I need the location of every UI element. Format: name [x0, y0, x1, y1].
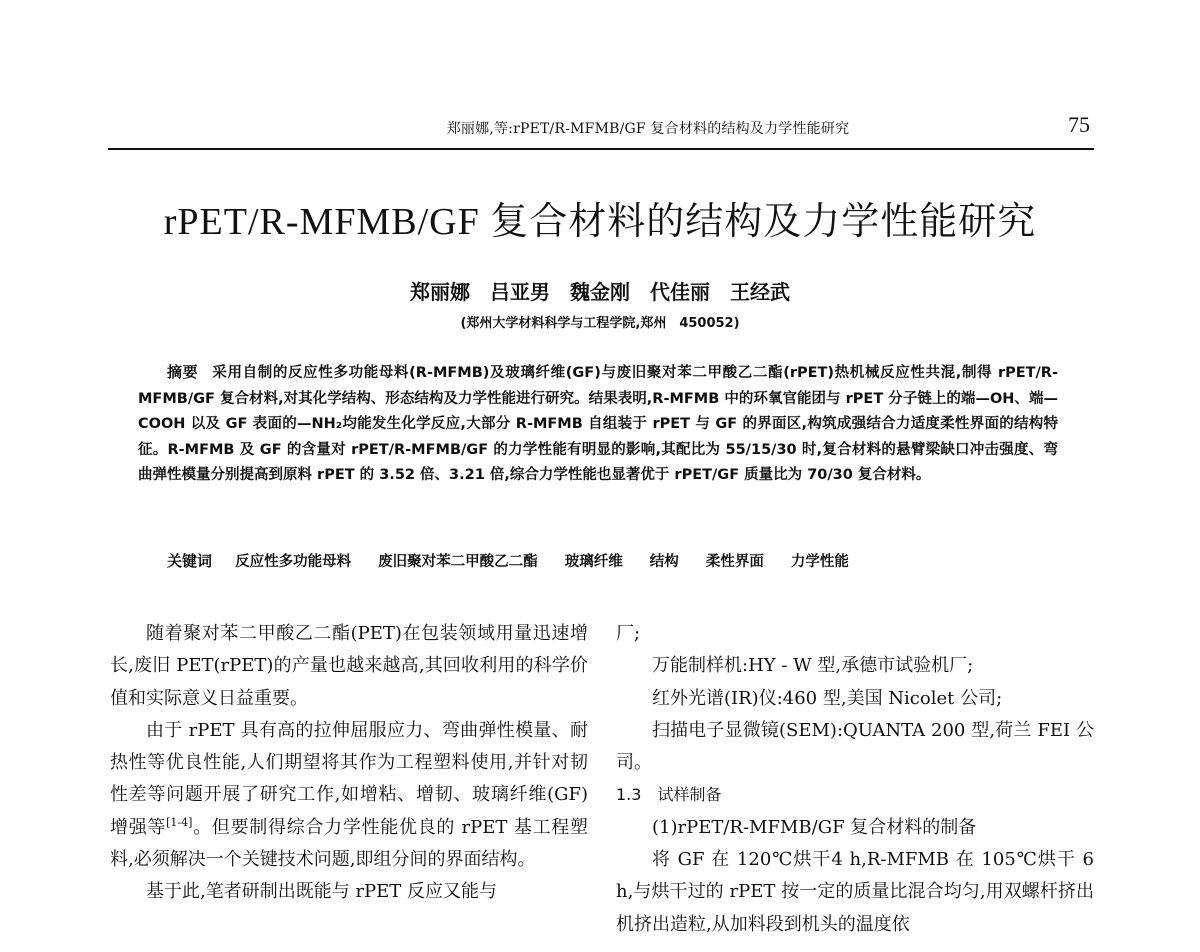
left-column — [110, 618, 588, 909]
keyword: 柔性界面 — [705, 554, 764, 570]
authors: 郑丽娜 吕亚男 魏金刚 代佳丽 王经武 — [410, 280, 790, 304]
paragraph-text: 。但要制得综合力学性能优良的 rPET 基工程塑料,必须解决一个关键技术问题,即组分间的界面结构。 — [110, 816, 588, 871]
keyword: 反应性多功能母料 — [235, 554, 352, 570]
abstract-text: 采用自制的反应性多功能母料(R-MFMB)及玻璃纤维(GF)与废旧聚对苯二甲酸乙二酯(rPET)热机械反应性共混,制得 rPET/R-MFMB/GF 复合材料,对其化学结构、形态结构及力学性能进行研究。结果表明,R-MFMB 中的环氧官能团与 rPET 分子链上的端—OH、端—COOH 以及 GF 表面的—NH₂均能发生化学反应,大部分 R-MFMB 自组装于 rPET 与 GF 的界面区,构筑成强结合力适度柔性界面的结构特征。R-MFMB 及 GF 的含量对 rPET/R-MFMB/GF 的力学性能有明显的影响,其配比为 55/15/30 时,复合材料的悬臂梁缺口冲击强度、弯曲弹性模量分别提高到原料 rPET 的 3.52 倍、3.21 倍,综合力学性能也显著优于 rPET/GF 质量比为 70/30 复合材料。 — [138, 365, 1058, 484]
paragraph: (1)rPET/R-MFMB/GF 复合材料的制备 — [652, 816, 977, 838]
paragraph: 基于此,笔者研制出既能与 rPET 反应又能与 — [146, 881, 498, 903]
running-head-text: 郑丽娜,等:rPET/R-MFMB/GF 复合材料的结构及力学性能研究 — [446, 121, 850, 137]
keyword: 废旧聚对苯二甲酸乙二酯 — [378, 554, 538, 570]
citation-ref: [1-4] — [166, 815, 193, 829]
affiliation: (郑州大学材料科学与工程学院,郑州 450052) — [460, 316, 740, 331]
paragraph: 扫描电子显微镜(SEM):QUANTA 200 型,荷兰 FEI 公司。 — [616, 719, 1094, 774]
keyword: 玻璃纤维 — [564, 554, 623, 570]
abstract — [138, 360, 1058, 489]
paragraph — [110, 715, 588, 876]
paragraph: 将 GF 在 120℃烘干4 h,R-MFMB 在 105℃烘干 6 h,与烘干过的 rPET 按一定的质量比混合均匀,用双螺杆挤出机挤出造粒,从加料段到机头的温度依 — [616, 849, 1094, 935]
page-number: 75 — [1068, 112, 1090, 137]
paragraph: 红外光谱(IR)仪:460 型,美国 Nicolet 公司; — [652, 687, 1003, 709]
paragraph: 厂; — [616, 623, 641, 644]
paragraph-text: 由于 rPET 具有高的拉伸屈服应力、弯曲弹性模量、耐热性等优良性能,人们期望将其作为工程塑料使用,并针对韧性差等问题开展了研究工作,如增粘、增韧、玻璃纤维(GF)增强等 — [110, 719, 588, 838]
right-column — [616, 618, 1094, 941]
paper-title: rPET/R-MFMB/GF 复合材料的结构及力学性能研究 — [163, 201, 1037, 243]
paragraph: 随着聚对苯二甲酸乙二酯(PET)在包装领域用量迅速增长,废旧 PET(rPET)的产量也越来越高,其回收利用的科学价值和实际意义日益重要。 — [110, 623, 588, 709]
abstract-label: 摘要 — [167, 363, 199, 381]
keywords — [138, 550, 1058, 571]
keyword: 结构 — [649, 554, 679, 570]
paragraph: 万能制样机:HY - W 型,承德市试验机厂; — [652, 655, 974, 677]
keywords-label: 关键词 — [167, 552, 213, 570]
section-heading: 1.3 试样制备 — [616, 785, 722, 805]
running-head — [108, 108, 1094, 150]
keyword: 力学性能 — [790, 554, 849, 570]
